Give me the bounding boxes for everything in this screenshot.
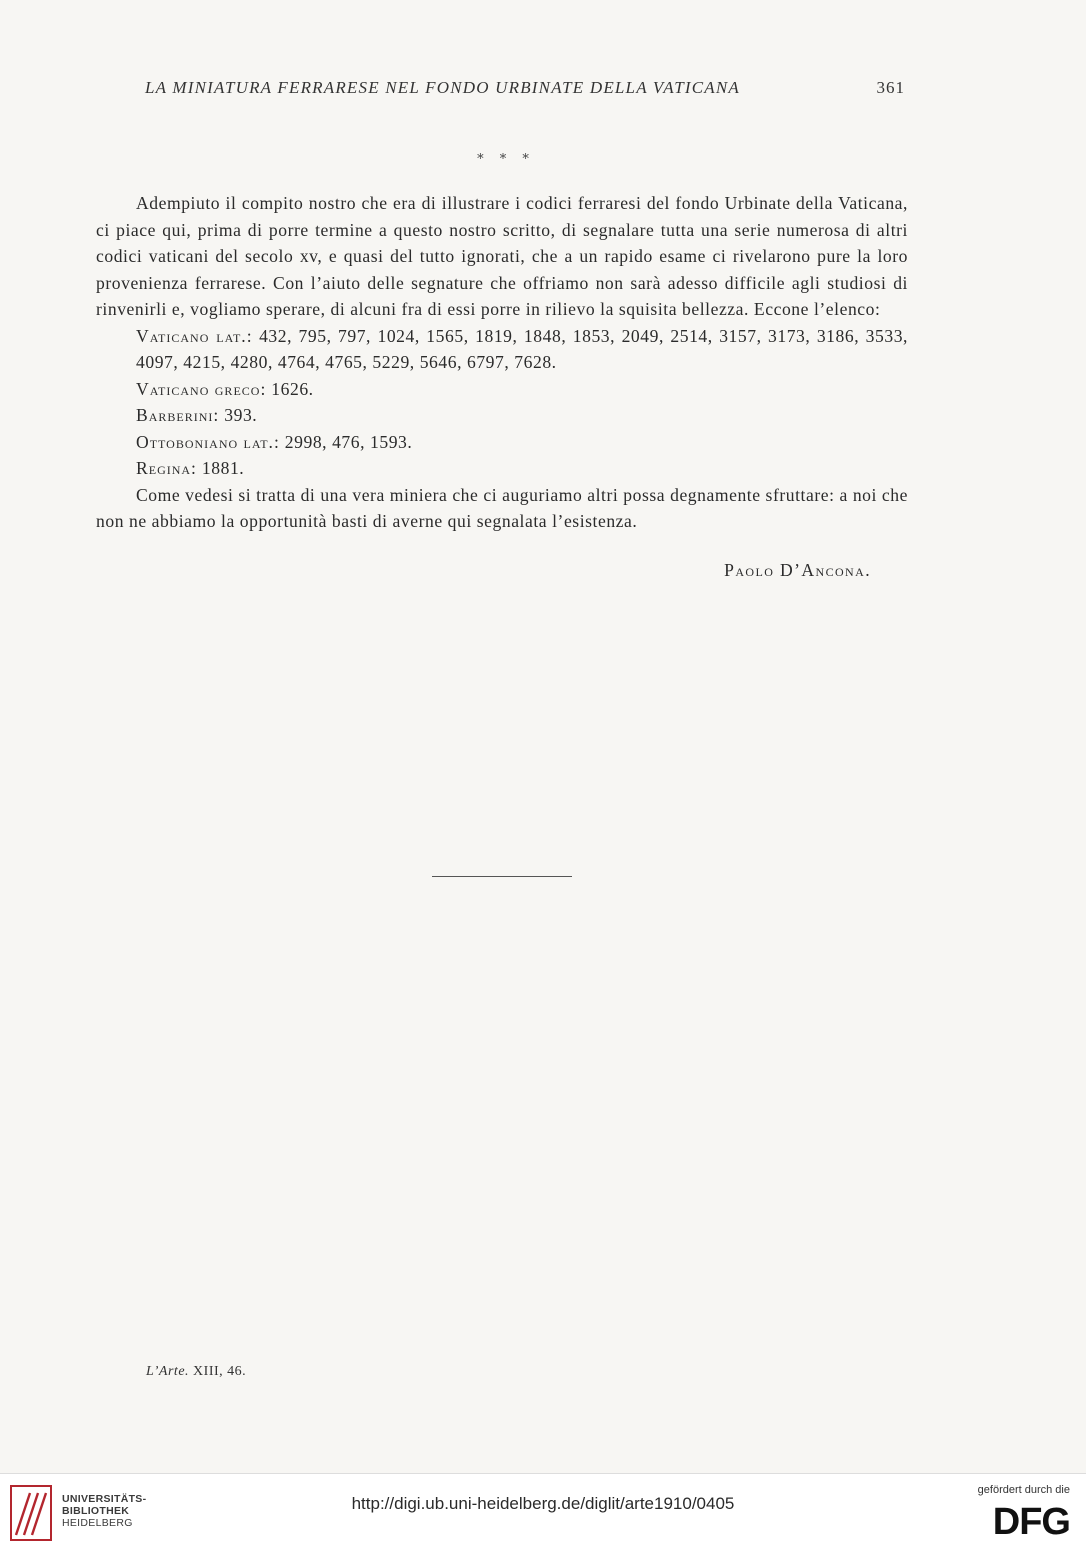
journal-name: L’Arte. — [146, 1364, 190, 1379]
list-item-vaticano-greco — [96, 376, 908, 403]
list-label: Vaticano lat.: — [136, 325, 253, 346]
paragraph-intro: Adempiuto il compito nostro che era di illustrare i codici ferraresi del fondo Urbinate della Vaticana, ci piace qui, prima di porre termine a questo nostro scritto, di segnalare tutta una serie numerosa di altri codici vaticani del secolo xv, e quasi del tutto ignorati, che a un rapido esame ci rivelarono pure la loro provenienza ferrarese. Con l’aiuto delle segnature che offriamo non sarà adesso difficile agli studiosi di rinvenirli e, vogliamo sperare, di alcuni fra di essi porre in rilievo la squisita bellezza. Eccone l’elenco: — [96, 193, 908, 319]
paragraph-closing: Come vedesi si tratta di una vera miniera che ci auguriamo altri possa degnamente sfruttare: a noi che non ne abbiamo la opportunità basti di averne qui segnalata l’esistenza. — [96, 484, 908, 531]
running-head — [145, 78, 905, 102]
list-numbers: 393. — [224, 405, 258, 425]
digitization-banner — [0, 1473, 1086, 1552]
list-numbers: 1626. — [271, 378, 314, 399]
section-separator: * * * — [477, 152, 535, 167]
author-signature: Paolo D’Ancona. — [724, 560, 871, 580]
list-label: Regina: — [136, 458, 197, 478]
dfg-logo: DFG — [992, 1501, 1070, 1543]
permalink[interactable]: http://digi.ub.uni-heidelberg.de/diglit/arte1910/0405 — [351, 1494, 735, 1513]
printer-signature — [146, 1364, 246, 1380]
list-numbers: 2998, 476, 1593. — [284, 431, 413, 452]
library-name-line3: HEIDELBERG — [62, 1517, 133, 1529]
list-item-ottoboniano-lat — [96, 429, 908, 456]
library-name-line2: BIBLIOTHEK — [62, 1505, 130, 1517]
list-item-regina — [96, 455, 908, 482]
list-item-vaticano-lat — [96, 323, 908, 376]
list-numbers: 1881. — [201, 458, 245, 478]
library-name-line1: UNIVERSITÄTS- — [62, 1493, 147, 1505]
volume-number: XIII, 46. — [193, 1364, 247, 1379]
running-head-title: LA MINIATURA FERRARESE NEL FONDO URBINATE DELLA VATICANA — [145, 78, 740, 97]
list-label: Vaticano greco: — [136, 378, 267, 399]
list-item-barberini — [96, 402, 908, 429]
list-label: Ottoboniano lat.: — [136, 431, 280, 452]
page-number: 361 — [876, 78, 905, 97]
article-body — [96, 190, 908, 535]
list-label: Barberini: — [136, 405, 220, 425]
list-numbers: 432, 795, 797, 1024, 1565, 1819, 1848, 1853, 2049, 2514, 3157, 3173, 3186, 3533, 4097, 4215, 4280, 4764, 4765, 5229, 5646, 6797, 7628. — [136, 325, 908, 372]
end-rule — [432, 876, 572, 877]
funded-by-label: gefördert durch die — [977, 1484, 1070, 1496]
